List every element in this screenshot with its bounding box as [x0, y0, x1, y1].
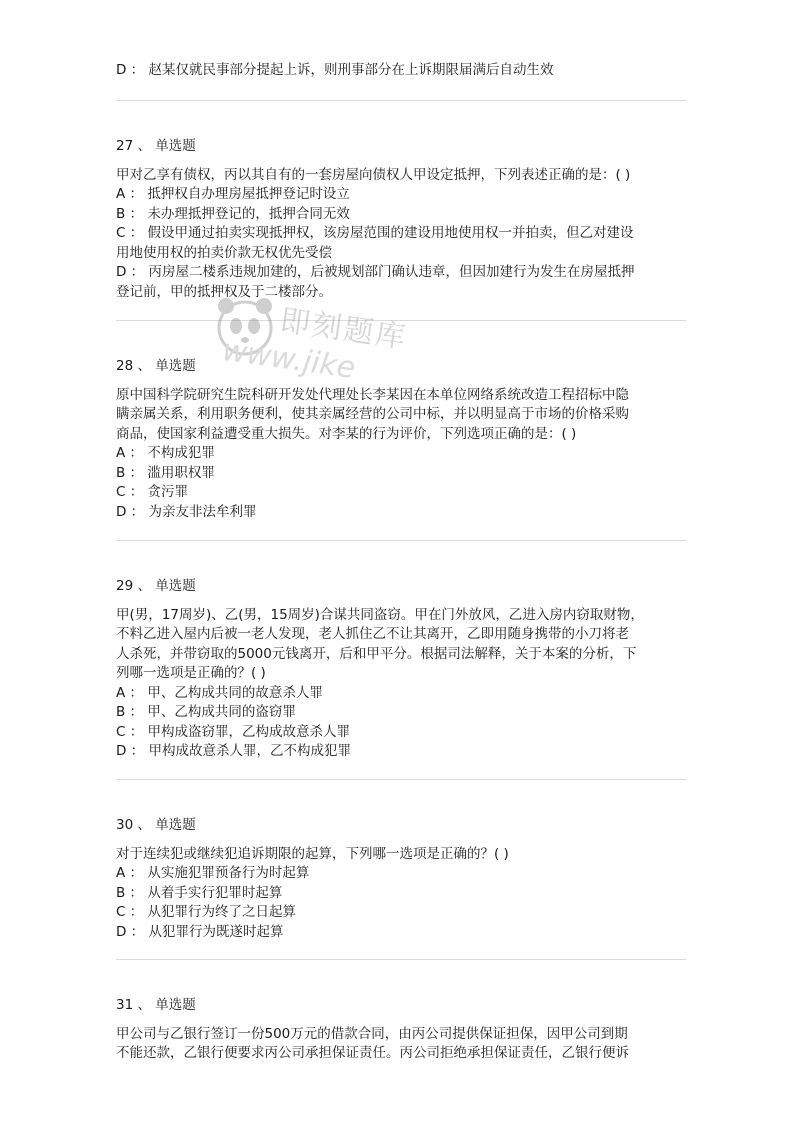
previous-question-tail — [116, 61, 686, 81]
divider — [116, 779, 686, 780]
question-31 — [116, 996, 686, 1064]
question-stem-cont: 列哪一选项是正确的？( ) — [116, 665, 266, 681]
question-29 — [116, 577, 686, 762]
divider — [116, 959, 686, 960]
option-b: B ： 滥用职权罪 — [116, 464, 215, 481]
question-stem-cont: 不料乙进入屋内后被一老人发现，老人抓住乙不让其离开，乙即用随身携带的小刀将老 — [116, 626, 629, 642]
divider — [116, 100, 686, 101]
option-b: B ： 未办理抵押登记的，抵押合同无效 — [116, 205, 350, 222]
question-stem-cont: 瞒亲属关系，利用职务便利，使其亲属经营的公司中标，并以明显高于市场的价格采购 — [116, 406, 629, 422]
option-d: D ： 赵某仅就民事部分提起上诉，则刑事部分在上诉期限届满后自动生效 — [116, 62, 554, 78]
option-d-cont: 登记前，甲的抵押权及于二楼部分。 — [116, 283, 332, 300]
option-d: D ： 为亲友非法牟利罪 — [116, 503, 257, 520]
question-stem-cont: 不能还款，乙银行便要求丙公司承担保证责任。丙公司拒绝承担保证责任，乙银行便诉 — [116, 1045, 629, 1061]
option-c: C ： 从犯罪行为终了之日起算 — [116, 904, 297, 920]
question-stem-cont: 商品，使国家利益遭受重大损失。对李某的行为评价，下列选项正确的是：( ) — [116, 425, 577, 442]
divider — [116, 540, 686, 541]
question-30 — [116, 816, 686, 942]
divider — [116, 320, 686, 321]
option-a: A ： 甲、乙构成共同的故意杀人罪 — [116, 684, 323, 701]
question-27 — [116, 137, 686, 302]
watermark-url: www.jike — [220, 332, 358, 387]
watermark-brand: 即刻题库 — [277, 303, 410, 356]
question-stem-cont: 人杀死，并带窃取的5000元钱离开，后和甲平分。根据司法解释，关于本案的分析，下 — [116, 645, 637, 662]
option-d: D ： 甲构成故意杀人罪，乙不构成犯罪 — [116, 743, 351, 759]
option-a: A ： 不构成犯罪 — [116, 445, 215, 461]
question-stem: 原中国科学院研究生院科研开发处代理处长李某因在本单位网络系统改造工程招标中隐 — [116, 386, 629, 403]
option-b: B ： 从着手实行犯罪时起算 — [116, 884, 283, 901]
option-c-cont: 用地使用权的拍卖价款无权优先受偿 — [116, 244, 332, 261]
option-d: D ： 从犯罪行为既遂时起算 — [116, 923, 284, 940]
question-header: 30 、 单选题 — [116, 817, 196, 833]
question-header: 31 、 单选题 — [116, 997, 196, 1013]
option-d: D ： 丙房屋二楼系违规加建的，后被规划部门确认违章，但因加建行为发生在房屋抵押 — [116, 264, 635, 280]
question-header: 29 、 单选题 — [116, 578, 196, 594]
question-stem: 甲对乙享有债权，丙以其自有的一套房屋向债权人甲设定抵押，下列表述正确的是：( ) — [116, 166, 631, 183]
question-28 — [116, 357, 686, 522]
question-stem: 甲公司与乙银行签订一份500万元的借款合同，由丙公司提供保证担保，因甲公司到期 — [116, 1025, 628, 1042]
option-a: A ： 抵押权自办理房屋抵押登记时设立 — [116, 186, 350, 202]
option-c: C ： 贪污罪 — [116, 484, 189, 500]
question-stem: 对于连续犯或继续犯追诉期限的起算，下列哪一选项是正确的？( ) — [116, 845, 509, 862]
option-a: A ： 从实施犯罪预备行为时起算 — [116, 865, 310, 881]
question-header: 28 、 单选题 — [116, 358, 196, 374]
option-c: C ： 甲构成盗窃罪，乙构成故意杀人罪 — [116, 723, 351, 740]
question-header: 27 、 单选题 — [116, 138, 196, 154]
question-stem: 甲(男，17周岁)、乙(男，15周岁)合谋共同盗窃。甲在门外放风，乙进入房内窃取财物， — [116, 606, 644, 623]
option-b: B ： 甲、乙构成共同的盗窃罪 — [116, 704, 296, 720]
option-c: C ： 假设甲通过拍卖实现抵押权，该房屋范围的建设用地使用权一并拍卖，但乙对建设 — [116, 225, 634, 241]
